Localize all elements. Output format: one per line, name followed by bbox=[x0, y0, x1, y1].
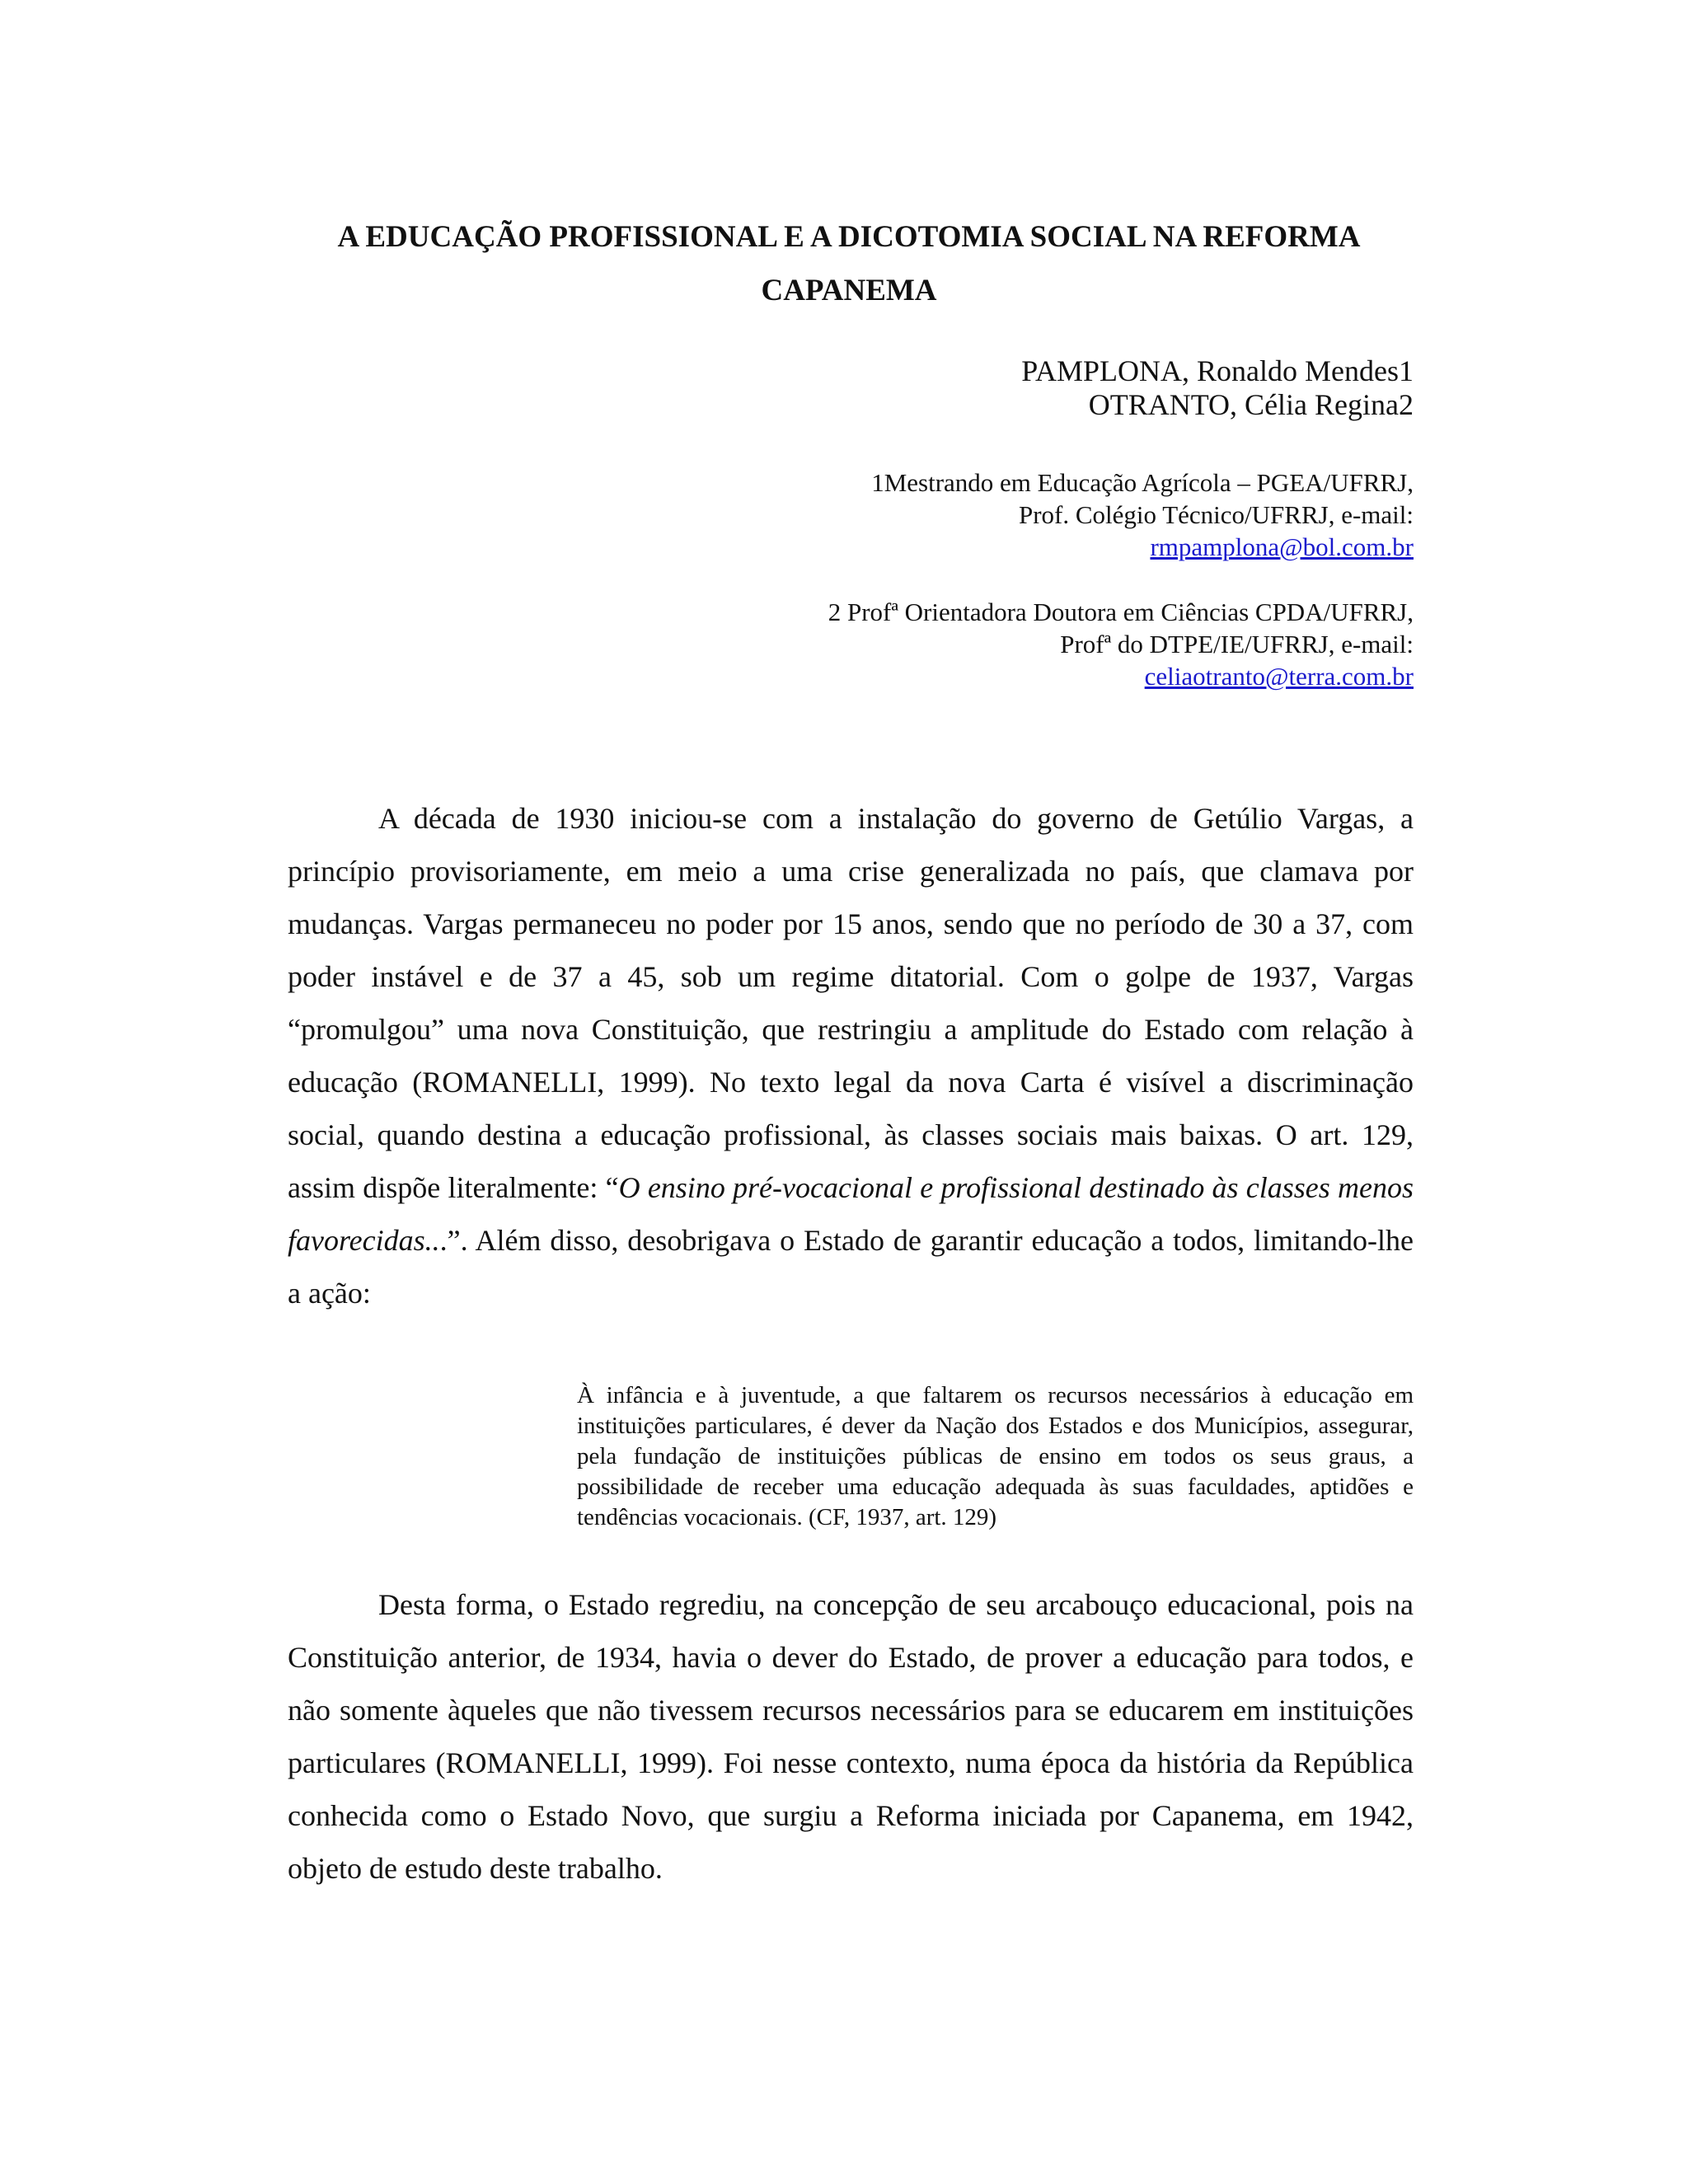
affiliation-2-line-2: Profª do DTPE/IE/UFRRJ, e-mail: bbox=[1060, 630, 1414, 658]
title-line-2: CAPANEMA bbox=[761, 274, 937, 307]
affiliation-2 bbox=[626, 596, 1414, 692]
author-list bbox=[742, 354, 1414, 422]
title-line-1: A EDUCAÇÃO PROFISSIONAL E A DICOTOMIA SOCIAL NA REFORMA bbox=[337, 220, 1361, 254]
email-link-1[interactable]: rmpamplona@bol.com.br bbox=[1150, 532, 1414, 561]
author-1: PAMPLONA, Ronaldo Mendes1 bbox=[1021, 354, 1414, 387]
affiliation-1 bbox=[626, 466, 1414, 563]
email-link-2[interactable]: celiaotranto@terra.com.br bbox=[1144, 662, 1414, 691]
body-paragraph-1 bbox=[288, 792, 1414, 1319]
block-quote: À infância e à juventude, a que faltarem os recursos necessários à educação em instituições particulares, é dever da Nação dos Estados e dos Municípios, assegurar, pela fundação de instituições públicas de ensino em todos os seus graus, a possibilidade de receber uma educação adequada às suas faculdades, aptidões e tendências vocacionais. (CF, 1937, art. 129) bbox=[577, 1382, 1414, 1530]
affiliation-1-line-2: Prof. Colégio Técnico/UFRRJ, e-mail: bbox=[1018, 500, 1414, 529]
body-paragraph-2: Desta forma, o Estado regrediu, na concepção de seu arcabouço educacional, pois na Constituição anterior, de 1934, havia o dever do Estado, de prover a educação para todos, e não somente àqueles que não tivessem recursos necessários para se educarem em instituições particulares (ROMANELLI, 1999). Foi nesse contexto, numa época da história da República conhecida como o Estado Novo, que surgiu a Reforma iniciada por Capanema, em 1942, objeto de estudo deste trabalho. bbox=[288, 1588, 1414, 1885]
author-2: OTRANTO, Célia Regina2 bbox=[1088, 388, 1414, 421]
paper-title bbox=[288, 210, 1409, 317]
paragraph-1-text-b: .”. Além disso, desobrigava o Estado de garantir educação a todos, limitando-lhe a ação: bbox=[288, 1224, 1414, 1310]
paragraph-1-italic-quote: O ensino pré-vocacional e profissional destinado às classes menos favorecidas.. bbox=[288, 1171, 1414, 1257]
paragraph-1-text-a: A década de 1930 iniciou-se com a instalação do governo de Getúlio Vargas, a princípio provisoriamente, em meio a uma crise generalizada no país, que clamava por mudanças. Vargas permaneceu no poder por 15 anos, sendo que no período de 30 a 37, com poder instável e de 37 a 45, sob um regime ditatorial. Com o golpe de 1937, Vargas “promulgou” uma nova Constituição, que restringiu a amplitude do Estado com relação à educação (ROMANELLI, 1999). No texto legal da nova Carta é visível a discriminação social, quando destina a educação profissional, às classes sociais mais baixas. O art. 129, assim dispõe literalmente: “ bbox=[288, 802, 1414, 1204]
affiliation-1-line-1: 1Mestrando em Educação Agrícola – PGEA/UFRRJ, bbox=[871, 468, 1414, 497]
affiliation-2-line-1: 2 Profª Orientadora Doutora em Ciências CPDA/UFRRJ, bbox=[828, 598, 1414, 626]
